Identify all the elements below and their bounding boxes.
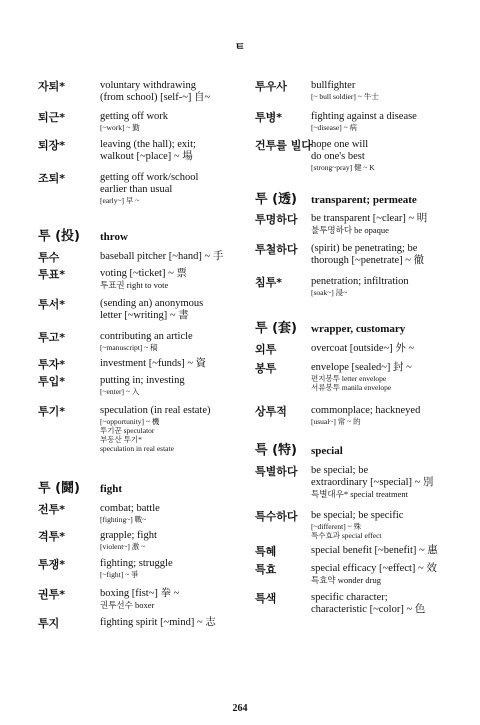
headword: 투철하다 (255, 243, 298, 256)
etymology-line: [soak~] 浸~ (311, 288, 348, 297)
entry-row (255, 465, 455, 499)
definition-line: voting [~ticket] ~ 票 (100, 268, 187, 279)
headword: 특수하다 (255, 510, 298, 523)
definition (100, 251, 223, 264)
headword: 투입* (38, 375, 66, 388)
definition (311, 213, 427, 235)
definition (100, 530, 157, 551)
entry-row (38, 530, 238, 551)
headword: 격투* (38, 530, 66, 543)
derived-entry: 특별대우* special treatment (311, 489, 409, 499)
headword: 투우사 (255, 80, 287, 93)
entry-row (38, 331, 238, 352)
definition (100, 172, 198, 205)
definition (100, 588, 179, 610)
entry-row (255, 80, 455, 101)
etymology-line: [fighting~] 戰~ (100, 515, 147, 524)
definition-line: combat; battle (100, 503, 160, 514)
section-headword: 투 (投) (38, 229, 80, 244)
headword: 특별하다 (255, 465, 298, 478)
definition-line: (sending an) anonymous (100, 298, 204, 309)
definition (311, 465, 433, 499)
definition (311, 80, 379, 101)
definition-line: baseball pitcher [~hand] ~ 手 (100, 251, 224, 262)
definition (100, 503, 160, 524)
headword: 퇴장* (38, 139, 66, 152)
etymology-line: [usual~] 常 ~ 的 (311, 417, 361, 426)
entry-row (255, 213, 455, 235)
definition-line: overcoat [outside~] 外 ~ (311, 343, 415, 354)
definition (100, 558, 173, 579)
definition (100, 80, 210, 104)
headword: 투표* (38, 268, 66, 281)
definition (100, 111, 168, 132)
headword: 투쟁* (38, 558, 66, 571)
section-heading (38, 482, 238, 495)
etymology-line: [~manuscript] ~ 稿 (100, 343, 158, 352)
entry-row (38, 358, 238, 371)
headword: 투자* (38, 358, 66, 371)
section-title: wrapper, customary (311, 323, 406, 335)
definition-line: speculation (in real estate) (100, 405, 211, 416)
definition-line: be special; be specific (311, 510, 404, 521)
etymology-line: 특수효과 special effect (311, 531, 382, 540)
definition-line: voluntary withdrawing (100, 80, 196, 91)
entry-row (38, 80, 238, 104)
entry-row (255, 362, 455, 392)
definition-line: be special; be (311, 465, 369, 476)
running-head: ㅌ (234, 41, 246, 53)
etymology-line: speculation in real estate (100, 444, 174, 453)
section-heading (255, 444, 455, 457)
entry-row (38, 251, 238, 264)
definition-line: getting off work/school (100, 172, 199, 183)
headword: 투병* (255, 111, 283, 124)
section-title: transparent; permeate (311, 194, 417, 206)
section-title: throw (100, 231, 128, 243)
headword: 침투* (255, 276, 283, 289)
entry-row (255, 592, 455, 616)
headword: 조퇴* (38, 172, 66, 185)
entry-row (255, 563, 455, 585)
entry-row (38, 111, 238, 132)
headword: 건투를 빌다 (255, 139, 312, 152)
definition-line: boxing [fist~] 拳 ~ (100, 588, 180, 599)
section-heading (255, 193, 455, 206)
headword: 투수 (38, 251, 60, 264)
entry-row (38, 558, 238, 579)
definition-line: special efficacy [~effect] ~ 效 (311, 563, 437, 574)
etymology-line: [~disease] ~ 病 (311, 123, 358, 132)
definition (100, 268, 187, 290)
headword: 봉투 (255, 362, 277, 375)
definition-line: do one's best (311, 151, 365, 162)
etymology-line: [~ bull soldier] ~ 牛士 (311, 92, 379, 101)
derived-entry: 불투명하다 be opaque (311, 225, 389, 235)
definition-line: extraordinary [~special] ~ 別 (311, 477, 434, 488)
headword: 외투 (255, 343, 277, 356)
etymology-line: [~opportunity] ~ 機 (100, 417, 160, 426)
entry-row (255, 545, 455, 558)
entry-row (38, 139, 238, 163)
headword: 퇴근* (38, 111, 66, 124)
entry-row (38, 405, 238, 453)
headword: 상투적 (255, 405, 287, 418)
derived-entry: 권투선수 boxer (100, 600, 155, 610)
etymology-line: 서류봉투 manila envelope (311, 383, 392, 392)
definition-line: letter [~writing] ~ 書 (100, 310, 189, 321)
etymology-line: [~work] ~ 勤 (100, 123, 140, 132)
definition (100, 298, 203, 322)
headword: 권투* (38, 588, 66, 601)
page-number: 264 (232, 703, 248, 714)
definition-line: contributing an article (100, 331, 193, 342)
definition-line: (spirit) be penetrating; be (311, 243, 418, 254)
section-headword: 투 (透) (255, 192, 297, 207)
entry-row (38, 298, 238, 322)
definition-line: commonplace; hackneyed (311, 405, 421, 416)
section-headword: 투 (套) (255, 321, 297, 336)
etymology-line: [strong~pray] 健 ~ K (311, 163, 375, 172)
definition-line: fighting spirit [~mind] ~ 志 (100, 617, 216, 628)
definition-line: walkout [~place] ~ 場 (100, 151, 193, 162)
definition-line: getting off work (100, 111, 169, 122)
definition-line: bullfighter (311, 80, 356, 91)
definition (100, 358, 206, 371)
definition-line: be transparent [~clear] ~ 明 (311, 213, 428, 224)
headword: 특색 (255, 592, 277, 605)
derived-entry: 투표권 right to vote (100, 280, 169, 290)
etymology-line: 투기꾼 speculator (100, 426, 155, 435)
headword: 투서* (38, 298, 66, 311)
definition-line: putting in; investing (100, 375, 185, 386)
definition (311, 545, 438, 558)
headword: 투기* (38, 405, 66, 418)
definition (100, 617, 216, 630)
section-title: special (311, 445, 343, 457)
definition-line: fighting against a disease (311, 111, 417, 122)
etymology-line: [~different] ~ 殊 (311, 522, 362, 531)
definition (311, 592, 425, 616)
entry-row (255, 243, 455, 267)
entry-row (255, 405, 455, 426)
section-headword: 투 (鬪) (38, 481, 80, 496)
definition (311, 510, 403, 540)
definition-line: specific character; (311, 592, 388, 603)
definition (311, 276, 409, 297)
entry-row (255, 111, 455, 132)
definition (311, 243, 424, 267)
section-headword: 특 (特) (255, 443, 297, 458)
entry-row (255, 343, 455, 356)
definition (311, 139, 375, 172)
definition (100, 139, 196, 163)
entry-row (38, 375, 238, 396)
section-heading (38, 230, 238, 243)
headword: 투지 (38, 617, 60, 630)
headword: 투고* (38, 331, 66, 344)
definition (100, 375, 185, 396)
etymology-line: [early~] 早 ~ (100, 196, 140, 205)
etymology-line: 편지봉투 letter envelope (311, 374, 387, 383)
etymology-line: [~enter] ~ 入 (100, 387, 140, 396)
definition-line: penetration; infiltration (311, 276, 409, 287)
entry-row (38, 503, 238, 524)
headword: 전투* (38, 503, 66, 516)
section-title: fight (100, 483, 122, 495)
headword: 자퇴* (38, 80, 66, 93)
definition (311, 563, 437, 585)
definition-line: hope one will (311, 139, 369, 150)
definition-line: fighting; struggle (100, 558, 173, 569)
entry-row (255, 139, 455, 172)
etymology-line: [~fight] ~ 爭 (100, 570, 139, 579)
definition-line: (from school) [self-~] 自~ (100, 92, 211, 103)
etymology-line: 부동산 투기* (100, 435, 142, 444)
definition (100, 405, 211, 453)
definition-line: thorough [~penetrate] ~ 徹 (311, 255, 425, 266)
definition (311, 111, 417, 132)
entry-row (38, 268, 238, 290)
definition (100, 331, 193, 352)
entry-row (38, 617, 238, 630)
entry-row (255, 510, 455, 540)
section-heading (255, 322, 455, 335)
entry-row (38, 172, 238, 205)
headword: 특효 (255, 563, 277, 576)
headword: 특혜 (255, 545, 277, 558)
entry-row (255, 276, 455, 297)
headword: 투명하다 (255, 213, 298, 226)
etymology-line: [violent~] 激 ~ (100, 542, 146, 551)
definition-line: earlier than usual (100, 184, 173, 195)
entry-row (38, 588, 238, 610)
definition-line: grapple; fight (100, 530, 157, 541)
definition-line: investment [~funds] ~ 資 (100, 358, 207, 369)
definition-line: characteristic [~color] ~ 色 (311, 604, 426, 615)
definition (311, 405, 420, 426)
definition-line: special benefit [~benefit] ~ 惠 (311, 545, 438, 556)
derived-entry: 특효약 wonder drug (311, 575, 381, 585)
definition-line: leaving (the hall); exit; (100, 139, 196, 150)
definition (311, 343, 414, 356)
definition-line: envelope [sealed~] 封 ~ (311, 362, 412, 373)
definition (311, 362, 412, 392)
